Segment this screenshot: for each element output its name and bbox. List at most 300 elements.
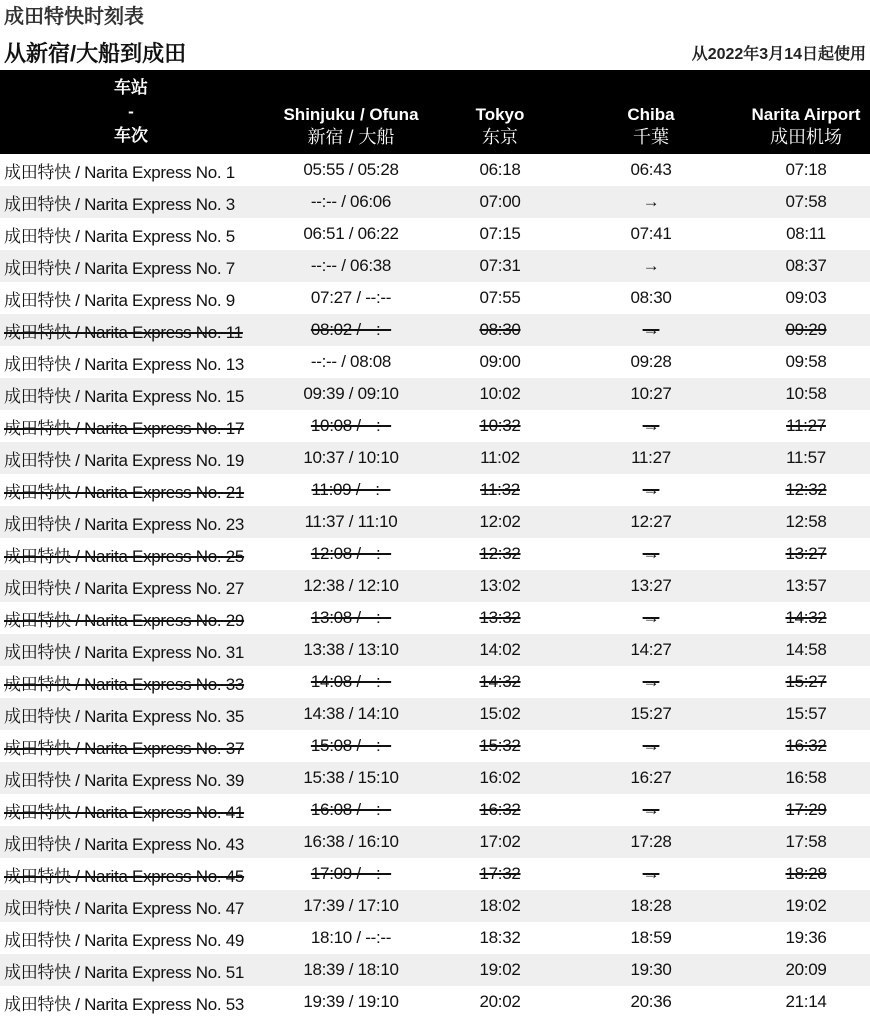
tokyo-time-cell-text: 17:32: [479, 864, 521, 883]
origin-time-cell-text: 09:39 / 09:10: [303, 384, 399, 403]
chiba-time-cell-text: 14:27: [630, 640, 672, 659]
tokyo-time-cell-text: 08:30: [479, 320, 521, 339]
table-row: [0, 890, 870, 922]
column-header-zh: 东京: [482, 127, 518, 147]
narita-time-cell: [742, 602, 870, 634]
tokyo-time-cell-text: 18:02: [479, 896, 521, 915]
chiba-time-cell-text: 11:27: [631, 448, 671, 467]
train-name-cell: [0, 794, 262, 826]
chiba-time-cell-text: 18:59: [630, 928, 672, 947]
tokyo-time-cell: [440, 634, 560, 666]
origin-time-cell: [262, 538, 440, 570]
train-name-cell-text: 成田特快 / Narita Express No. 7: [4, 258, 235, 278]
table-row: [0, 282, 870, 314]
narita-time-cell: [742, 250, 870, 282]
origin-time-cell: [262, 250, 440, 282]
origin-time-cell: [262, 186, 440, 218]
narita-time-cell: [742, 346, 870, 378]
train-name-cell-text: 成田特快 / Narita Express No. 45: [4, 866, 245, 886]
narita-time-cell: [742, 538, 870, 570]
table-row: [0, 922, 870, 954]
chiba-time-cell-text: →: [642, 608, 660, 627]
train-name-cell: [0, 602, 262, 634]
table-row: [0, 506, 870, 538]
origin-time-cell: [262, 378, 440, 410]
train-name-cell-text: 成田特快 / Narita Express No. 31: [4, 642, 245, 662]
narita-time-cell: [742, 410, 870, 442]
origin-time-cell-text: 06:51 / 06:22: [303, 224, 399, 243]
origin-time-cell-text: 14:08 / --:--: [310, 672, 392, 691]
tokyo-time-cell-text: 14:02: [479, 640, 521, 659]
column-header-tokyo: [440, 70, 560, 154]
column-header-en: Shinjuku / Ofuna: [283, 105, 419, 124]
train-name-cell-text: 成田特快 / Narita Express No. 21: [4, 482, 245, 502]
origin-time-cell: [262, 282, 440, 314]
train-name-cell-text: 成田特快 / Narita Express No. 37: [4, 738, 245, 758]
chiba-time-cell-text: 15:27: [630, 704, 672, 723]
train-name-cell-text: 成田特快 / Narita Express No. 53: [4, 994, 245, 1014]
chiba-time-cell: [560, 922, 742, 954]
tokyo-time-cell: [440, 474, 560, 506]
tokyo-time-cell: [440, 570, 560, 602]
page-title: 成田特快时刻表: [4, 6, 144, 28]
narita-time-cell-text: 10:58: [785, 384, 827, 403]
origin-time-cell-text: 17:09 / --:--: [310, 864, 392, 883]
origin-time-cell-text: --:-- / 06:38: [310, 256, 392, 275]
narita-time-cell: [742, 442, 870, 474]
chiba-time-cell: [560, 250, 742, 282]
train-name-cell-text: 成田特快 / Narita Express No. 23: [4, 514, 245, 534]
narita-time-cell-text: 15:27: [785, 672, 827, 691]
chiba-time-cell: [560, 762, 742, 794]
chiba-time-cell-text: 09:28: [630, 352, 672, 371]
train-name-cell: [0, 154, 262, 186]
tokyo-time-cell: [440, 922, 560, 954]
tokyo-time-cell-text: 12:02: [479, 512, 521, 531]
narita-time-cell-text: 09:03: [785, 288, 827, 307]
chiba-time-cell-text: →: [642, 864, 660, 883]
chiba-time-cell-text: 17:28: [630, 832, 672, 851]
route-title: 从新宿/大船到成田: [4, 40, 187, 66]
train-name-cell: [0, 442, 262, 474]
tokyo-time-cell: [440, 314, 560, 346]
header-row: [0, 70, 870, 154]
train-name-cell: [0, 282, 262, 314]
origin-time-cell: [262, 986, 440, 1018]
chiba-time-cell: [560, 634, 742, 666]
table-row: [0, 474, 870, 506]
table-row: [0, 826, 870, 858]
origin-time-cell-text: 08:02 / --:--: [310, 320, 392, 339]
narita-time-cell-text: 14:32: [785, 608, 827, 627]
tokyo-time-cell: [440, 538, 560, 570]
column-header-en: Narita Airport: [751, 105, 861, 124]
origin-time-cell-text: 15:38 / 15:10: [303, 768, 399, 787]
tokyo-time-cell: [440, 378, 560, 410]
narita-time-cell-text: 11:27: [786, 416, 826, 435]
table-row: [0, 186, 870, 218]
narita-time-cell-text: 14:58: [785, 640, 827, 659]
chiba-time-cell: [560, 346, 742, 378]
train-name-cell: [0, 730, 262, 762]
train-name-cell-text: 成田特快 / Narita Express No. 11: [4, 322, 243, 342]
chiba-time-cell: [560, 538, 742, 570]
chiba-time-cell: [560, 570, 742, 602]
train-name-cell: [0, 250, 262, 282]
narita-time-cell: [742, 730, 870, 762]
table-row: [0, 602, 870, 634]
train-name-cell-text: 成田特快 / Narita Express No. 43: [4, 834, 245, 854]
origin-time-cell: [262, 218, 440, 250]
train-name-cell-text: 成田特快 / Narita Express No. 33: [4, 674, 245, 694]
train-name-cell: [0, 986, 262, 1018]
train-name-cell: [0, 314, 262, 346]
narita-time-cell: [742, 186, 870, 218]
tokyo-time-cell: [440, 986, 560, 1018]
table-row: [0, 154, 870, 186]
tokyo-time-cell-text: 13:02: [479, 576, 521, 595]
column-header-zh: 千葉: [633, 127, 669, 147]
subtitle-row: [0, 34, 870, 70]
chiba-time-cell-text: 12:27: [630, 512, 672, 531]
station-train-header: [0, 70, 262, 154]
origin-time-cell-text: 13:38 / 13:10: [303, 640, 399, 659]
tokyo-time-cell-text: 20:02: [479, 992, 521, 1011]
narita-time-cell: [742, 218, 870, 250]
chiba-time-cell-text: →: [642, 672, 660, 691]
table-row: [0, 666, 870, 698]
train-name-cell: [0, 634, 262, 666]
train-name-cell: [0, 474, 262, 506]
station-label: 车站: [114, 78, 148, 97]
chiba-time-cell: [560, 986, 742, 1018]
narita-time-cell-text: 19:36: [785, 928, 827, 947]
tokyo-time-cell: [440, 218, 560, 250]
station-separator: -: [128, 102, 134, 121]
tokyo-time-cell-text: 09:00: [479, 352, 521, 371]
chiba-time-cell-text: 16:27: [630, 768, 672, 787]
tokyo-time-cell-text: 13:32: [479, 608, 521, 627]
train-name-cell: [0, 186, 262, 218]
chiba-time-cell-text: →: [642, 736, 660, 755]
train-name-cell: [0, 506, 262, 538]
tokyo-time-cell: [440, 858, 560, 890]
chiba-time-cell: [560, 858, 742, 890]
train-name-cell-text: 成田特快 / Narita Express No. 29: [4, 610, 245, 630]
origin-time-cell-text: 14:38 / 14:10: [303, 704, 399, 723]
chiba-time-cell: [560, 666, 742, 698]
train-name-cell-text: 成田特快 / Narita Express No. 51: [4, 962, 245, 982]
origin-time-cell-text: 12:38 / 12:10: [303, 576, 399, 595]
chiba-time-cell-text: →: [642, 800, 660, 819]
narita-time-cell: [742, 506, 870, 538]
chiba-time-cell-text: →: [642, 480, 660, 499]
train-name-cell: [0, 890, 262, 922]
train-name-cell-text: 成田特快 / Narita Express No. 25: [4, 546, 245, 566]
chiba-time-cell: [560, 282, 742, 314]
origin-time-cell: [262, 506, 440, 538]
column-header-zh: 成田机场: [770, 127, 842, 147]
train-name-cell-text: 成田特快 / Narita Express No. 27: [4, 578, 245, 598]
train-name-cell-text: 成田特快 / Narita Express No. 39: [4, 770, 245, 790]
origin-time-cell-text: --:-- / 06:06: [310, 192, 392, 211]
train-name-cell-text: 成田特快 / Narita Express No. 15: [4, 386, 245, 406]
train-name-cell: [0, 538, 262, 570]
column-header-en: Chiba: [627, 105, 675, 124]
narita-time-cell-text: 07:18: [785, 160, 827, 179]
train-name-cell-text: 成田特快 / Narita Express No. 19: [4, 450, 245, 470]
chiba-time-cell-text: →: [642, 256, 660, 275]
narita-time-cell: [742, 282, 870, 314]
tokyo-time-cell-text: 14:32: [479, 672, 521, 691]
tokyo-time-cell-text: 19:02: [479, 960, 521, 979]
table-row: [0, 538, 870, 570]
chiba-time-cell: [560, 730, 742, 762]
origin-time-cell-text: 11:09 / --:--: [311, 480, 391, 499]
origin-time-cell: [262, 890, 440, 922]
table-row: [0, 218, 870, 250]
tokyo-time-cell: [440, 954, 560, 986]
train-name-cell-text: 成田特快 / Narita Express No. 35: [4, 706, 245, 726]
train-name-cell-text: 成田特快 / Narita Express No. 13: [4, 354, 245, 374]
tokyo-time-cell-text: 17:02: [479, 832, 521, 851]
narita-time-cell-text: 16:32: [785, 736, 827, 755]
origin-time-cell-text: 11:37 / 11:10: [304, 512, 398, 531]
train-name-cell-text: 成田特快 / Narita Express No. 3: [4, 194, 235, 214]
origin-time-cell: [262, 474, 440, 506]
table-row: [0, 378, 870, 410]
narita-time-cell: [742, 314, 870, 346]
tokyo-time-cell-text: 11:32: [480, 480, 520, 499]
train-name-cell: [0, 954, 262, 986]
tokyo-time-cell: [440, 506, 560, 538]
train-name-cell: [0, 762, 262, 794]
chiba-time-cell: [560, 442, 742, 474]
tokyo-time-cell-text: 07:15: [479, 224, 521, 243]
origin-time-cell-text: 19:39 / 19:10: [303, 992, 399, 1011]
train-name-cell: [0, 698, 262, 730]
narita-time-cell: [742, 890, 870, 922]
tokyo-time-cell: [440, 250, 560, 282]
origin-time-cell: [262, 570, 440, 602]
chiba-time-cell-text: 07:41: [630, 224, 672, 243]
tokyo-time-cell: [440, 410, 560, 442]
narita-time-cell-text: 17:29: [785, 800, 827, 819]
column-header-origin: [262, 70, 440, 154]
train-label: 车次: [114, 126, 148, 145]
train-name-cell: [0, 922, 262, 954]
tokyo-time-cell-text: 16:02: [479, 768, 521, 787]
tokyo-time-cell-text: 07:31: [479, 256, 521, 275]
origin-time-cell: [262, 314, 440, 346]
tokyo-time-cell: [440, 442, 560, 474]
origin-time-cell: [262, 410, 440, 442]
narita-time-cell-text: 15:57: [785, 704, 827, 723]
origin-time-cell-text: 07:27 / --:--: [310, 288, 392, 307]
narita-time-cell-text: 12:58: [785, 512, 827, 531]
origin-time-cell: [262, 794, 440, 826]
train-name-cell-text: 成田特快 / Narita Express No. 49: [4, 930, 245, 950]
train-name-cell-text: 成田特快 / Narita Express No. 47: [4, 898, 245, 918]
train-name-cell: [0, 378, 262, 410]
tokyo-time-cell-text: 10:02: [479, 384, 521, 403]
chiba-time-cell: [560, 410, 742, 442]
chiba-time-cell: [560, 218, 742, 250]
tokyo-time-cell-text: 06:18: [479, 160, 521, 179]
chiba-time-cell-text: 18:28: [630, 896, 672, 915]
tokyo-time-cell: [440, 666, 560, 698]
tokyo-time-cell: [440, 762, 560, 794]
chiba-time-cell-text: 20:36: [630, 992, 672, 1011]
tokyo-time-cell: [440, 346, 560, 378]
effective-date: 从2022年3月14日起使用: [691, 45, 866, 63]
origin-time-cell-text: 17:39 / 17:10: [303, 896, 399, 915]
narita-time-cell-text: 11:57: [786, 448, 826, 467]
narita-time-cell-text: 13:57: [785, 576, 827, 595]
chiba-time-cell-text: 19:30: [630, 960, 672, 979]
column-header-en: Tokyo: [475, 105, 525, 124]
narita-time-cell: [742, 698, 870, 730]
narita-time-cell-text: 08:37: [785, 256, 827, 275]
origin-time-cell: [262, 346, 440, 378]
chiba-time-cell: [560, 506, 742, 538]
tokyo-time-cell-text: 15:32: [479, 736, 521, 755]
origin-time-cell: [262, 858, 440, 890]
narita-time-cell: [742, 378, 870, 410]
origin-time-cell-text: 18:10 / --:--: [310, 928, 392, 947]
origin-time-cell-text: 10:37 / 10:10: [303, 448, 399, 467]
narita-time-cell: [742, 634, 870, 666]
tokyo-time-cell-text: 12:32: [479, 544, 521, 563]
chiba-time-cell-text: 13:27: [630, 576, 672, 595]
narita-time-cell-text: 07:58: [785, 192, 827, 211]
chiba-time-cell-text: →: [642, 320, 660, 339]
tokyo-time-cell: [440, 890, 560, 922]
chiba-time-cell: [560, 954, 742, 986]
timetable-body: [0, 154, 870, 1018]
narita-time-cell-text: 08:11: [786, 224, 826, 243]
narita-time-cell: [742, 986, 870, 1018]
train-name-cell: [0, 858, 262, 890]
table-row: [0, 410, 870, 442]
origin-time-cell: [262, 922, 440, 954]
train-name-cell: [0, 410, 262, 442]
narita-time-cell: [742, 474, 870, 506]
origin-time-cell: [262, 602, 440, 634]
narita-time-cell-text: 09:58: [785, 352, 827, 371]
timetable: [0, 70, 870, 1018]
table-row: [0, 634, 870, 666]
chiba-time-cell: [560, 154, 742, 186]
chiba-time-cell-text: →: [642, 416, 660, 435]
narita-time-cell: [742, 826, 870, 858]
narita-time-cell: [742, 570, 870, 602]
tokyo-time-cell: [440, 186, 560, 218]
tokyo-time-cell-text: 11:02: [480, 448, 520, 467]
origin-time-cell: [262, 954, 440, 986]
tokyo-time-cell: [440, 282, 560, 314]
table-row: [0, 442, 870, 474]
chiba-time-cell: [560, 186, 742, 218]
narita-time-cell: [742, 794, 870, 826]
train-name-cell-text: 成田特快 / Narita Express No. 41: [4, 802, 245, 822]
tokyo-time-cell-text: 18:32: [479, 928, 521, 947]
origin-time-cell-text: 12:08 / --:--: [310, 544, 392, 563]
narita-time-cell-text: 09:29: [785, 320, 827, 339]
tokyo-time-cell: [440, 154, 560, 186]
train-name-cell: [0, 666, 262, 698]
origin-time-cell-text: 05:55 / 05:28: [303, 160, 399, 179]
chiba-time-cell: [560, 378, 742, 410]
table-row: [0, 730, 870, 762]
table-row: [0, 794, 870, 826]
tokyo-time-cell-text: 10:32: [479, 416, 521, 435]
origin-time-cell-text: 13:08 / --:--: [310, 608, 392, 627]
narita-time-cell-text: 19:02: [785, 896, 827, 915]
origin-time-cell-text: 10:08 / --:--: [310, 416, 392, 435]
table-row: [0, 986, 870, 1018]
narita-time-cell: [742, 954, 870, 986]
narita-time-cell: [742, 922, 870, 954]
table-row: [0, 698, 870, 730]
chiba-time-cell: [560, 890, 742, 922]
train-name-cell-text: 成田特快 / Narita Express No. 17: [4, 418, 245, 438]
narita-time-cell: [742, 666, 870, 698]
table-row: [0, 314, 870, 346]
tokyo-time-cell-text: 07:00: [479, 192, 521, 211]
tokyo-time-cell-text: 15:02: [479, 704, 521, 723]
train-name-cell: [0, 218, 262, 250]
chiba-time-cell: [560, 826, 742, 858]
origin-time-cell-text: 16:38 / 16:10: [303, 832, 399, 851]
origin-time-cell: [262, 762, 440, 794]
narita-time-cell: [742, 154, 870, 186]
table-row: [0, 762, 870, 794]
chiba-time-cell-text: →: [642, 544, 660, 563]
origin-time-cell: [262, 634, 440, 666]
tokyo-time-cell-text: 16:32: [479, 800, 521, 819]
origin-time-cell-text: 15:08 / --:--: [310, 736, 392, 755]
origin-time-cell: [262, 698, 440, 730]
origin-time-cell: [262, 826, 440, 858]
narita-time-cell-text: 21:14: [785, 992, 827, 1011]
chiba-time-cell: [560, 794, 742, 826]
tokyo-time-cell: [440, 602, 560, 634]
chiba-time-cell: [560, 698, 742, 730]
narita-time-cell-text: 20:09: [785, 960, 827, 979]
tokyo-time-cell-text: 07:55: [479, 288, 521, 307]
origin-time-cell: [262, 730, 440, 762]
chiba-time-cell-text: 08:30: [630, 288, 672, 307]
tokyo-time-cell: [440, 698, 560, 730]
origin-time-cell: [262, 442, 440, 474]
table-row: [0, 858, 870, 890]
chiba-time-cell-text: →: [642, 192, 660, 211]
origin-time-cell: [262, 154, 440, 186]
train-name-cell: [0, 346, 262, 378]
origin-time-cell: [262, 666, 440, 698]
tokyo-time-cell: [440, 730, 560, 762]
table-row: [0, 570, 870, 602]
origin-time-cell-text: 16:08 / --:--: [310, 800, 392, 819]
narita-time-cell: [742, 762, 870, 794]
narita-time-cell: [742, 858, 870, 890]
narita-time-cell-text: 16:58: [785, 768, 827, 787]
chiba-time-cell: [560, 602, 742, 634]
column-header-narita: [742, 70, 870, 154]
narita-time-cell-text: 17:58: [785, 832, 827, 851]
train-name-cell-text: 成田特快 / Narita Express No. 5: [4, 226, 235, 246]
